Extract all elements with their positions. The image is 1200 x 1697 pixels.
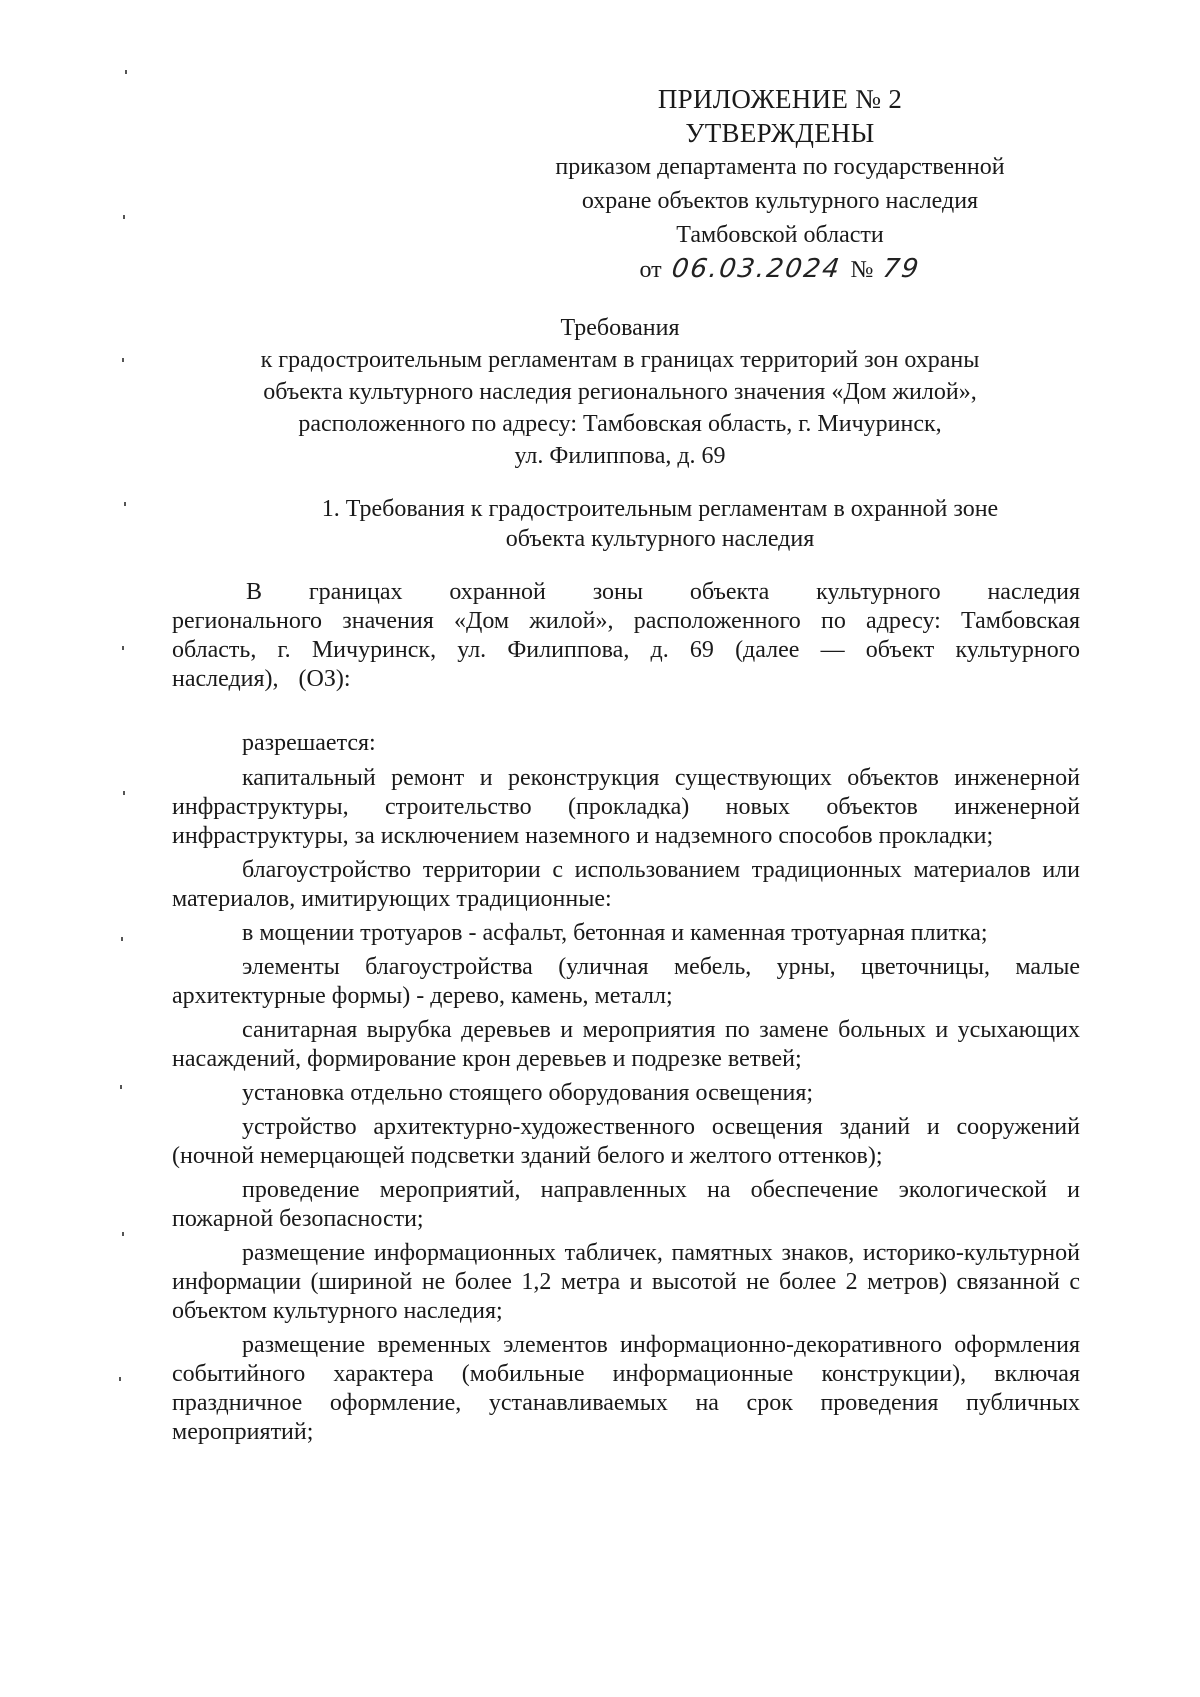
- date-prefix: от: [639, 257, 662, 283]
- section-1-line-1: 1. Требования к градостроительным регламентам в охранной зоне: [321, 496, 999, 522]
- section-1-line-2: объекта культурного наследия: [505, 526, 815, 552]
- number-label: №: [850, 257, 874, 283]
- handwritten-date: 06.03.2024: [669, 254, 843, 284]
- title-line-2: к градостроительным регламентам в границах территорий зон охраны: [260, 347, 980, 373]
- list-item: устройство архитектурно-художественного освещения зданий и сооружений (ночной немерцающей подсветки зданий белого и желтого оттенков);: [172, 1114, 1080, 1169]
- appendix-number: ПРИЛОЖЕНИЕ № 2: [657, 84, 903, 114]
- list-item: размещение информационных табличек, памятных знаков, историко-культурной информации (шириной не более 1,2 метра и высотой не более 2 метров) связанной с объектом культурного наследия;: [172, 1240, 1080, 1324]
- section-1-heading: [260, 494, 1060, 554]
- document-title: [180, 312, 1060, 472]
- document-body: [172, 578, 1080, 1452]
- approval-block: [520, 82, 1040, 287]
- list-item: благоустройство территории с использованием традиционных материалов или материалов, имитирующих традиционные:: [172, 857, 1080, 912]
- order-date-line: [520, 252, 1040, 287]
- title-line-3: объекта культурного наследия регионального значения «Дом жилой»,: [263, 379, 977, 405]
- list-item: в мощении тротуаров - асфальт, бетонная и каменная тротуарная плитка;: [242, 920, 988, 946]
- list-item: проведение мероприятий, направленных на обеспечение экологической и пожарной безопасности;: [172, 1177, 1080, 1232]
- title-line-5: ул. Филиппова, д. 69: [514, 443, 726, 469]
- order-line-3: Тамбовской области: [676, 222, 884, 248]
- order-line-1: приказом департамента по государственной: [555, 154, 1005, 180]
- list-item: размещение временных элементов информационно-декоративного оформления событийного характера (мобильные информационные конструкции), включая праздничное оформление, устанавливаемых на срок проведения публичных мероприятий;: [172, 1332, 1080, 1445]
- intro-paragraph: В границах охранной зоны объекта культурного наследия регионального значения «Дом жилой», расположенного по адресу: Тамбовская область, г. Мичуринск, ул. Филиппова, д. 69 (далее — объект культурного наследия), (ОЗ):: [172, 579, 1080, 692]
- handwritten-number: 79: [881, 254, 923, 284]
- allowed-label: разрешается:: [242, 730, 376, 756]
- list-item: санитарная вырубка деревьев и мероприятия по замене больных и усыхающих насаждений, формирование крон деревьев и подрезке ветвей;: [172, 1017, 1080, 1072]
- list-item: элементы благоустройства (уличная мебель, урны, цветочницы, малые архитектурные формы) - дерево, камень, металл;: [172, 954, 1080, 1009]
- title-line-1: Требования: [560, 315, 680, 341]
- list-item: установка отдельно стоящего оборудования освещения;: [242, 1080, 814, 1106]
- approved-heading: УТВЕРЖДЕНЫ: [685, 118, 875, 148]
- title-line-4: расположенного по адресу: Тамбовская область, г. Мичуринск,: [298, 411, 942, 437]
- list-item: капитальный ремонт и реконструкция существующих объектов инженерной инфраструктуры, строительство (прокладка) новых объектов инженерной инфраструктуры, за исключением наземного и надземного способов прокладки;: [172, 765, 1080, 849]
- order-line-2: охране объектов культурного наследия: [581, 188, 979, 214]
